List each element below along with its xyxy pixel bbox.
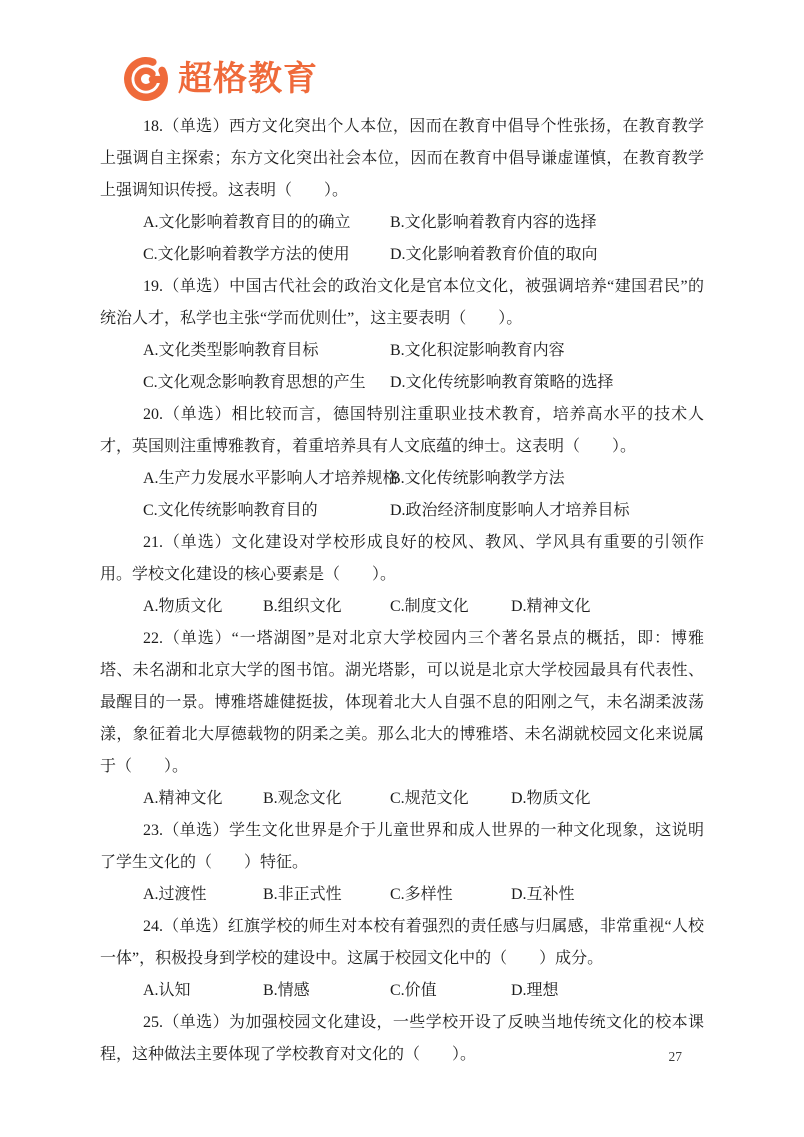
question-21-option-A: A.物质文化 [143, 598, 223, 615]
question-23-options-row [100, 879, 704, 911]
question-19-option-D: D.文化传统影响教育策略的选择 [390, 374, 614, 391]
question-20-stem: 20.（单选）相比较而言，德国特别注重职业技术教育，培养高水平的技术人才，英国则注重博雅教育，着重培养具有人文底蕴的绅士。这表明（ ）。 [100, 406, 704, 455]
question-22-option-D: D.物质文化 [511, 790, 591, 807]
question-23-option-A: A.过渡性 [143, 886, 207, 903]
question-20-option-C: C.文化传统影响教育目的 [143, 502, 318, 519]
question-20-option-B: B.文化传统影响教学方法 [390, 470, 565, 487]
question-19-option-A: A.文化类型影响教育目标 [143, 342, 319, 359]
question-24-option-A: A.认知 [143, 982, 191, 999]
brand-logo-text: 超格教育 [178, 60, 318, 98]
question-21-options-row [100, 591, 704, 623]
question-22-option-A: A.精神文化 [143, 790, 223, 807]
question-21-option-C: C.制度文化 [390, 598, 469, 615]
question-18-options-row [100, 207, 704, 239]
question-24-option-C: C.价值 [390, 982, 437, 999]
question-24-options-row [100, 975, 704, 1007]
question-21-option-B: B.组织文化 [263, 598, 342, 615]
question-24-option-B: B.情感 [263, 982, 310, 999]
question-19-options-row [100, 367, 704, 399]
question-20-options-row [100, 495, 704, 527]
question-24-stem: 24.（单选）红旗学校的师生对本校有着强烈的责任感与归属感，非常重视“人校一体”，积极投身到学校的建设中。这属于校园文化中的（ ）成分。 [100, 918, 704, 967]
question-20-option-A: A.生产力发展水平影响人才培养规格 [143, 470, 399, 487]
question-25-stem: 25.（单选）为加强校园文化建设，一些学校开设了反映当地传统文化的校本课程，这种做法主要体现了学校教育对文化的（ ）。 [100, 1014, 704, 1063]
question-19-option-B: B.文化积淀影响教育内容 [390, 342, 565, 359]
question-18-stem: 18.（单选）西方文化突出个人本位，因而在教育中倡导个性张扬，在教育教学上强调自主探索；东方文化突出社会本位，因而在教育中倡导谦虚谨慎，在教育教学上强调知识传授。这表明（ ）。 [100, 118, 704, 199]
question-18-option-C: C.文化影响着教学方法的使用 [143, 246, 350, 263]
questions-list [100, 111, 704, 1071]
question-18-option-B: B.文化影响着教育内容的选择 [390, 214, 597, 231]
question-24-option-D: D.理想 [511, 982, 559, 999]
question-19-stem: 19.（单选）中国古代社会的政治文化是官本位文化，被强调培养“建国君民”的统治人才，私学也主张“学而优则仕”，这主要表明（ ）。 [100, 278, 704, 327]
double-g-icon [121, 54, 171, 104]
question-18-option-D: D.文化影响着教育价值的取向 [390, 246, 598, 263]
question-20-options-row [100, 463, 704, 495]
question-19-options-row [100, 335, 704, 367]
question-21-stem: 21.（单选）文化建设对学校形成良好的校风、教风、学风具有重要的引领作用。学校文化建设的核心要素是（ ）。 [100, 534, 704, 583]
question-19-option-C: C.文化观念影响教育思想的产生 [143, 374, 366, 391]
question-22-option-C: C.规范文化 [390, 790, 469, 807]
question-20-option-D: D.政治经济制度影响人才培养目标 [390, 502, 630, 519]
question-23-option-D: D.互补性 [511, 886, 575, 903]
question-18-options-row [100, 239, 704, 271]
question-21-option-D: D.精神文化 [511, 598, 591, 615]
question-18-option-A: A.文化影响着教育目的的确立 [143, 214, 351, 231]
question-23-stem: 23.（单选）学生文化世界是介于儿童世界和成人世界的一种文化现象，这说明了学生文化的（ ）特征。 [100, 822, 704, 871]
question-22-option-B: B.观念文化 [263, 790, 342, 807]
brand-logo [121, 54, 318, 104]
question-23-option-C: C.多样性 [390, 886, 453, 903]
page-number: 27 [668, 1049, 682, 1064]
question-22-stem: 22.（单选）“一塔湖图”是对北京大学校园内三个著名景点的概括，即：博雅塔、未名湖和北京大学的图书馆。湖光塔影，可以说是北京大学校园最具有代表性、最醒目的一景。博雅塔雄健挺拔，体现着北大人自强不息的阳刚之气，未名湖柔波荡漾，象征着北大厚德载物的阴柔之美。那么北大的博雅塔、未名湖就校园文化来说属于（ ）。 [100, 630, 704, 775]
question-22-options-row [100, 783, 704, 815]
question-23-option-B: B.非正式性 [263, 886, 342, 903]
